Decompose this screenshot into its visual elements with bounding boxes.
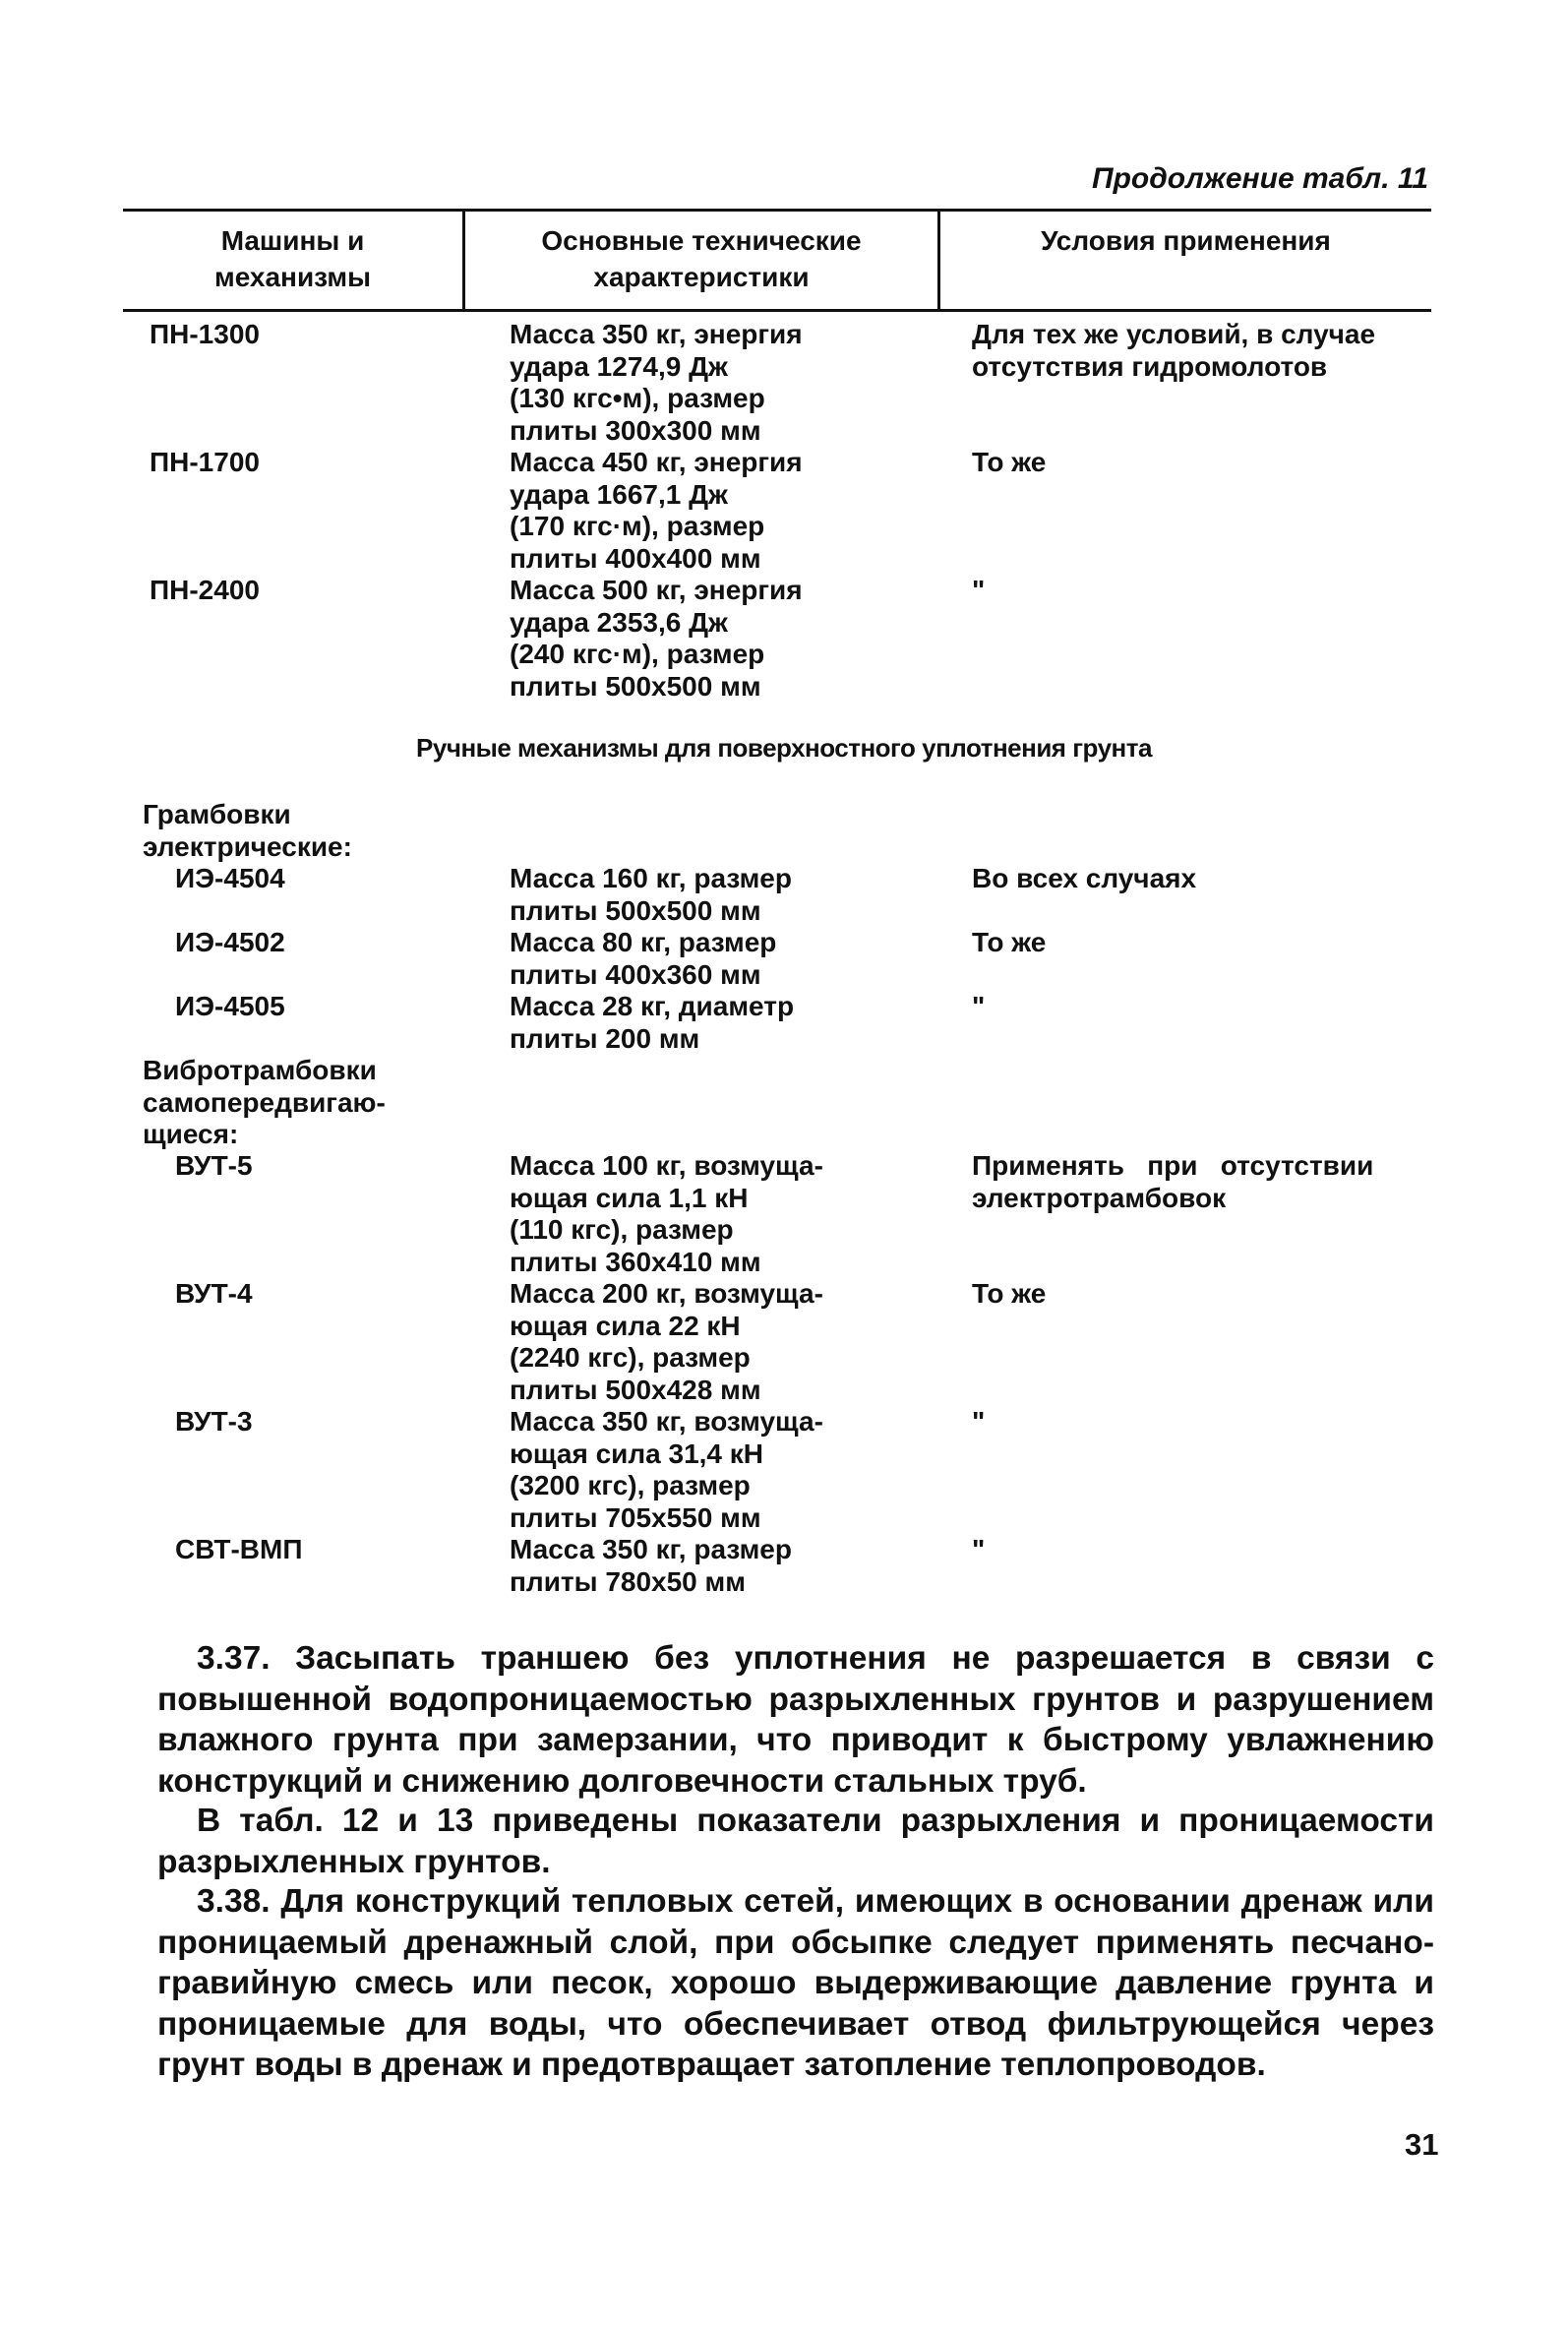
page-number: 31 [1405, 2127, 1439, 2162]
group-heading-rammers: Грамбовки электрические: [143, 799, 352, 862]
machine-name: ВУТ-4 [175, 1278, 253, 1309]
header-conditions: Условия применения [1041, 225, 1331, 256]
machine-name: ВУТ-3 [175, 1406, 253, 1437]
machine-conditions: То же [972, 1278, 1047, 1309]
header-characteristics: Основные технические характеристики [541, 225, 862, 292]
machine-name: ПН-1700 [150, 447, 260, 477]
machine-conditions: То же [972, 447, 1047, 477]
machine-name: ПН-2400 [150, 575, 260, 605]
machine-name: ПН-1300 [150, 319, 260, 349]
machine-spec: Масса 160 кг, размер плиты 500х500 мм [510, 863, 792, 926]
machine-spec: Масса 350 кг, возмуща- ющая сила 31,4 кН (3200 кгс), размер плиты 705х550 мм [510, 1406, 823, 1533]
machine-conditions: Во всех случаях [972, 863, 1197, 893]
machine-spec: Масса 450 кг, энергия удара 1667,1 Дж (170 кгс·м), размер плиты 400х400 мм [510, 447, 803, 574]
machine-conditions: " [972, 1534, 986, 1564]
paragraph-tables-ref: В табл. 12 и 13 приведены показатели разрыхления и проницаемости разрыхленных грунтов. [157, 1803, 1434, 1880]
table-top-rule [123, 209, 1431, 212]
paragraph-3-37: 3.37. Засыпать траншею без уплотнения не разрешается в связи с повышенной водопроницаемостью разрыхленных грунтов и разрушением влажного грунта при замерзании, что приводит к быстрому увлажнению конструкций и снижению долговечности стальных труб. [157, 1640, 1434, 1800]
machine-spec: Масса 500 кг, энергия удара 2353,6 Дж (240 кгс·м), размер плиты 500х500 мм [510, 575, 803, 702]
machine-spec: Масса 200 кг, возмуща- ющая сила 22 кН (2240 кгс), размер плиты 500х428 мм [510, 1278, 823, 1405]
machine-conditions: " [972, 575, 986, 605]
machine-conditions: Для тех же условий, в случае отсутствия гидромолотов [972, 319, 1376, 382]
machine-spec: Масса 80 кг, размер плиты 400х360 мм [510, 927, 777, 990]
machine-name: ИЭ-4505 [175, 991, 285, 1021]
table-continuation-label: Продолжение табл. 11 [1092, 162, 1429, 195]
table-header-bottom-rule [123, 309, 1431, 312]
machine-name: ИЭ-4502 [175, 927, 285, 957]
machine-conditions: " [972, 991, 986, 1021]
machine-conditions: То же [972, 927, 1047, 957]
machine-conditions: Применять при отсутствии электротрамбовок [972, 1150, 1374, 1213]
machine-name: СВТ-ВМП [175, 1534, 303, 1564]
header-machines: Машины и механизмы [213, 225, 372, 292]
machine-spec: Масса 350 кг, энергия удара 1274,9 Дж (130 кгс•м), размер плиты 300х300 мм [510, 319, 803, 446]
section-title: Ручные механизмы для поверхностного уплотнения грунта [416, 733, 1152, 763]
paragraph-3-38: 3.38. Для конструкций тепловых сетей, имеющих в основании дренаж или проницаемый дренажный слой, при обсыпке следует применять песчано-гравийную смесь или песок, хорошо выдерживающие давление грунта и проницаемые для воды, что обеспечивает отвод фильтрующейся через грунт воды в дренаж и предотвращает затопление теплопроводов. [157, 1883, 1434, 2083]
machine-name: ИЭ-4504 [175, 863, 285, 893]
machine-spec: Масса 350 кг, размер плиты 780х50 мм [510, 1534, 792, 1597]
machine-name: ВУТ-5 [175, 1150, 253, 1181]
machine-conditions: " [972, 1406, 986, 1437]
machine-spec: Масса 100 кг, возмуща- ющая сила 1,1 кН (110 кгс), размер плиты 360х410 мм [510, 1150, 823, 1277]
machine-spec: Масса 28 кг, диаметр плиты 200 мм [510, 991, 795, 1054]
group-heading-vibrorammers: Вибротрамбовки самопередвигаю- щиеся: [143, 1055, 386, 1149]
